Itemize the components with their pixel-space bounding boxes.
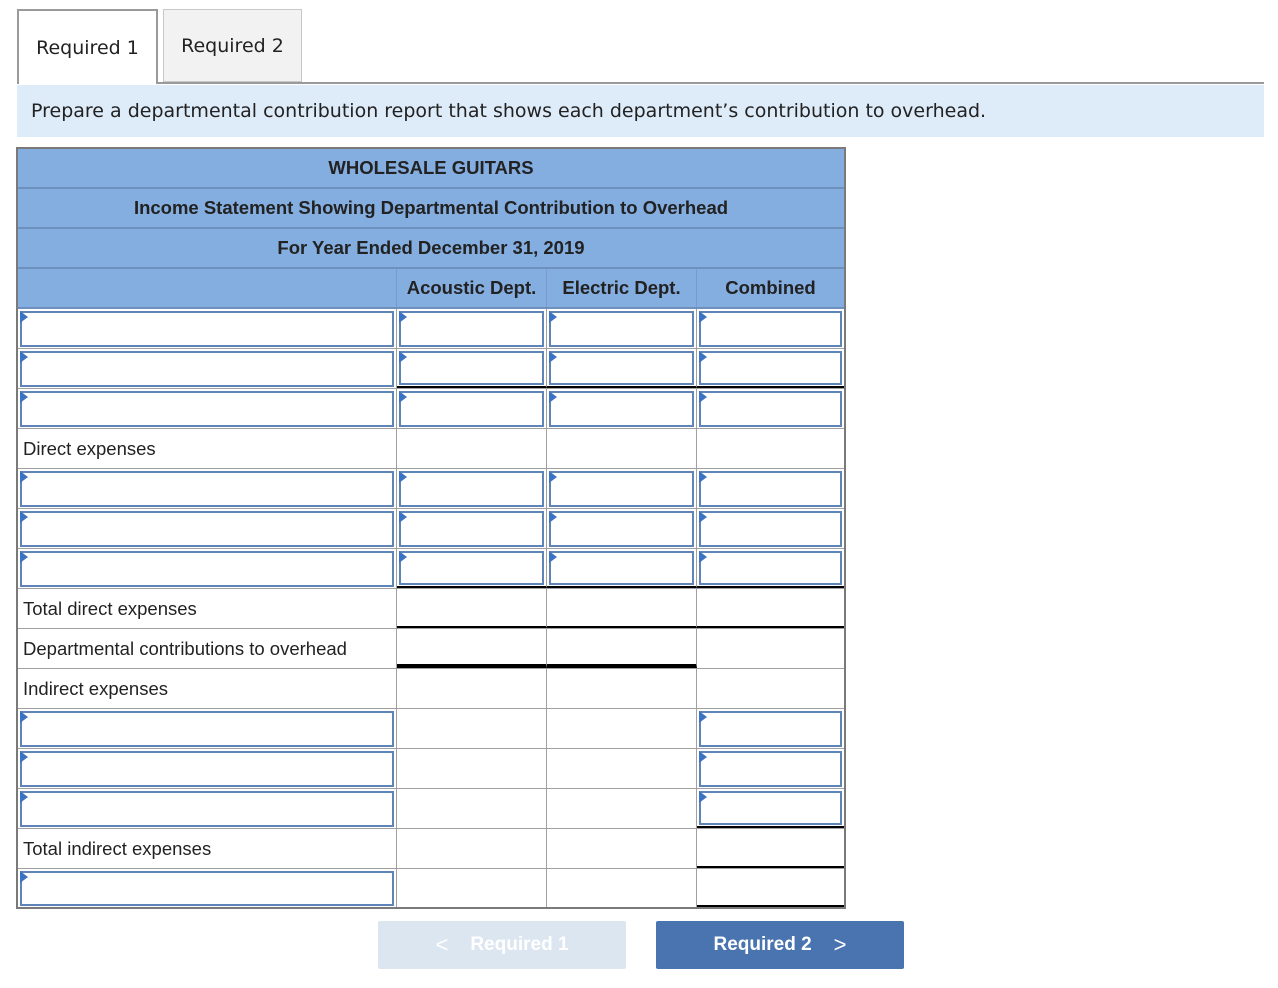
combined-amount-input[interactable] (699, 551, 842, 585)
table-row (18, 309, 844, 349)
empty-cell (397, 709, 547, 748)
prev-required-1-button[interactable] (378, 921, 626, 969)
empty-cell (697, 669, 844, 708)
report-period: For Year Ended December 31, 2019 (18, 229, 844, 269)
net-income-label-input[interactable] (20, 871, 394, 906)
tab-divider (158, 82, 1264, 84)
empty-cell (397, 669, 547, 708)
empty-cell (547, 709, 697, 748)
next-required-2-button[interactable] (656, 921, 904, 969)
empty-cell (397, 829, 547, 868)
total-direct-acoustic (397, 589, 547, 628)
table-row (18, 469, 844, 509)
table-row (18, 869, 844, 909)
acoustic-amount-input[interactable] (399, 471, 544, 507)
final-combined-cell (697, 869, 844, 907)
tab-required-1[interactable]: Required 1 (17, 9, 158, 84)
total-indirect-combined (697, 829, 844, 868)
table-row (18, 829, 844, 869)
table-row (18, 429, 844, 469)
table-row (18, 549, 844, 589)
total-direct-expenses-label (18, 589, 397, 628)
combined-amount-input[interactable] (699, 711, 842, 747)
direct-expenses-label (18, 429, 397, 468)
acoustic-amount-input[interactable] (399, 311, 544, 347)
contribution-electric (547, 629, 697, 668)
next-button-label: Required 2 (713, 934, 812, 955)
empty-cell (547, 669, 697, 708)
direct-expenses-text: Direct expenses (23, 437, 156, 459)
instruction-label: Prepare a departmental contribution report that shows each department’s contribution to overhead. (31, 100, 987, 122)
electric-amount-input[interactable] (549, 351, 694, 385)
direct-expense-label-input[interactable] (20, 471, 394, 507)
combined-amount-input[interactable] (699, 351, 842, 385)
empty-cell (397, 869, 547, 907)
column-header-acoustic: Acoustic Dept. (397, 269, 547, 307)
row-label-input[interactable] (20, 351, 394, 387)
report-title: Income Statement Showing Departmental Contribution to Overhead (18, 189, 844, 229)
table-row (18, 349, 844, 389)
empty-cell (547, 429, 697, 468)
column-header-combined: Combined (725, 277, 816, 298)
acoustic-amount-input[interactable] (399, 551, 544, 585)
empty-cell (397, 429, 547, 468)
contribution-report-table (16, 147, 846, 909)
column-header-blank (18, 269, 397, 307)
indirect-expenses-label (18, 669, 397, 708)
column-header-row (18, 269, 844, 309)
empty-cell (547, 749, 697, 788)
combined-amount-input[interactable] (699, 471, 842, 507)
electric-amount-input[interactable] (549, 311, 694, 347)
table-row (18, 749, 844, 789)
total-direct-combined (697, 589, 844, 628)
table-row (18, 629, 844, 669)
total-indirect-expenses-text: Total indirect expenses (23, 837, 212, 859)
acoustic-amount-input[interactable] (399, 351, 544, 385)
indirect-expense-label-input[interactable] (20, 751, 394, 787)
total-indirect-expenses-label (18, 829, 397, 868)
total-direct-electric (547, 589, 697, 628)
table-row (18, 709, 844, 749)
row-label-input[interactable] (20, 391, 394, 427)
combined-amount-input[interactable] (699, 511, 842, 547)
combined-amount-input[interactable] (699, 391, 842, 427)
empty-cell (547, 869, 697, 907)
table-row (18, 389, 844, 429)
table-row (18, 509, 844, 549)
contribution-combined (697, 629, 844, 668)
chevron-right-icon: > (833, 932, 847, 957)
electric-amount-input[interactable] (549, 471, 694, 507)
table-row (18, 589, 844, 629)
table-row (18, 789, 844, 829)
contributions-label (18, 629, 397, 668)
empty-cell (397, 789, 547, 828)
combined-amount-input[interactable] (699, 311, 842, 347)
acoustic-amount-input[interactable] (399, 511, 544, 547)
tab-required-2[interactable]: Required 2 (163, 9, 302, 82)
indirect-expense-label-input[interactable] (20, 711, 394, 747)
electric-amount-input[interactable] (549, 551, 694, 585)
electric-amount-input[interactable] (549, 391, 694, 427)
combined-amount-input[interactable] (699, 791, 842, 825)
combined-amount-input[interactable] (699, 751, 842, 787)
direct-expense-label-input[interactable] (20, 511, 394, 547)
contributions-text: Departmental contributions to overhead (23, 637, 347, 659)
contribution-acoustic (397, 629, 547, 668)
empty-cell (697, 429, 844, 468)
empty-cell (397, 749, 547, 788)
total-direct-expenses-text: Total direct expenses (23, 597, 197, 619)
instruction-text (17, 85, 1264, 137)
table-row (18, 669, 844, 709)
chevron-left-icon: < (435, 932, 449, 957)
direct-expense-label-input[interactable] (20, 551, 394, 587)
indirect-expenses-text: Indirect expenses (23, 677, 169, 699)
empty-cell (547, 829, 697, 868)
indirect-expense-label-input[interactable] (20, 791, 394, 827)
electric-amount-input[interactable] (549, 511, 694, 547)
column-header-electric: Electric Dept. (547, 269, 697, 307)
row-label-input[interactable] (20, 311, 394, 347)
acoustic-amount-input[interactable] (399, 391, 544, 427)
prev-button-label: Required 1 (470, 934, 569, 955)
empty-cell (547, 789, 697, 828)
report-company: WHOLESALE GUITARS (18, 149, 844, 189)
